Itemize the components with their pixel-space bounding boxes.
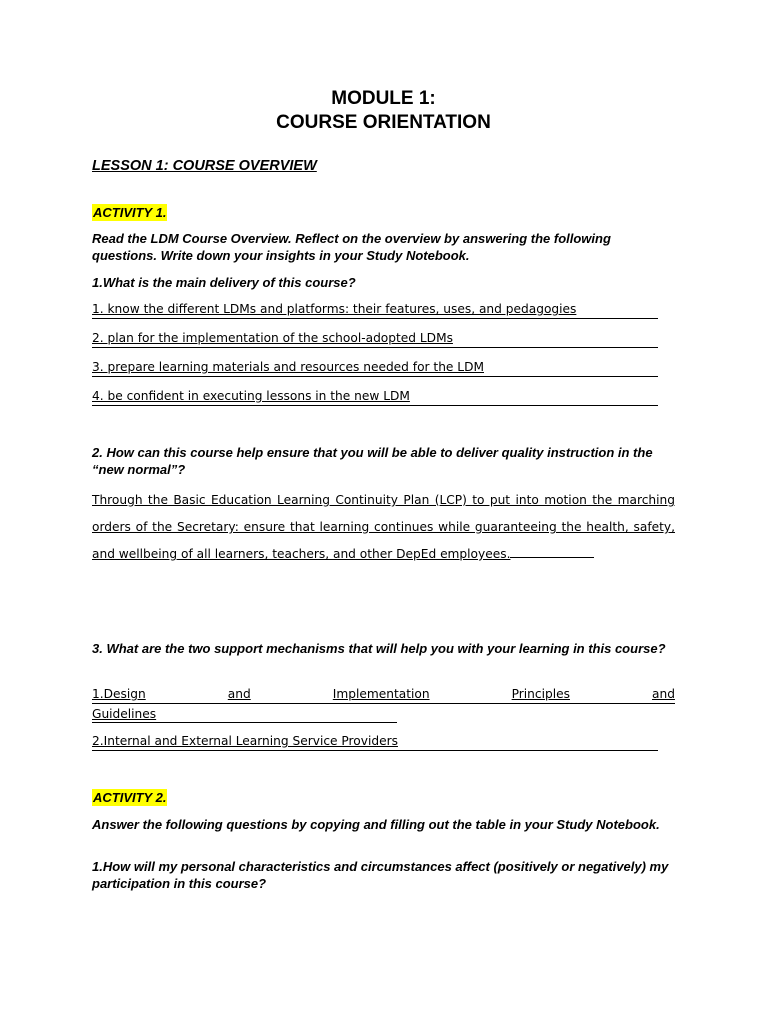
question-1: 1.What is the main delivery of this course? [92, 275, 356, 290]
answer-text-1: 1. know the different LDMs and platforms: their features, uses, and pedagogies [92, 302, 577, 316]
answer-block-3 [92, 686, 675, 723]
answer-line-3b [92, 733, 658, 751]
activity1-instructions: Read the LDM Course Overview. Reflect on the overview by answering the following questions. Write down your insights in your Study Notebook. [92, 231, 611, 263]
activity1-label: ACTIVITY 1. [93, 205, 167, 220]
answer-text-4: 4. be confident in executing lessons in the new LDM [92, 389, 410, 403]
answer-line-3a [92, 686, 675, 704]
activity2-question-1: 1.How will my personal characteristics and circumstances affect (positively or negatively) my participation in this course? [92, 859, 669, 891]
word: and [652, 687, 675, 701]
activity2-label: ACTIVITY 2. [93, 790, 167, 805]
word: and [227, 687, 251, 701]
answer-text-2: 2. plan for the implementation of the school-adopted LDMs [92, 331, 453, 345]
answer-line-1 [92, 301, 658, 319]
word: Principles [511, 687, 570, 701]
question-3: 3. What are the two support mechanisms that will help you with your learning in this course? [92, 641, 666, 656]
word: Guidelines [92, 707, 157, 721]
answer-line-3a-cont [92, 704, 397, 723]
activity2-instructions: Answer the following questions by copying and filling out the table in your Study Notebook. [92, 817, 660, 832]
answer-line-2 [92, 330, 658, 348]
blank-line [510, 545, 594, 558]
answer-line-3 [92, 359, 658, 377]
question-2: 2. How can this course help ensure that you will be able to deliver quality instruction in the “new normal”? [92, 445, 653, 477]
module-title: MODULE 1: [331, 88, 436, 109]
word: 1.Design [92, 687, 146, 701]
answer-paragraph-2 [92, 487, 675, 568]
answer-text-q2: Through the Basic Education Learning Continuity Plan (LCP) to put into motion the marching orders of the Secretary: ensure that learning continues while guaranteeing the health, safety, and wellbeing of all learners, teachers, and other DepEd employees. [92, 493, 675, 561]
answer-text-3b: 2.Internal and External Learning Service Providers [92, 734, 398, 748]
module-subtitle: COURSE ORIENTATION [276, 112, 491, 133]
answer-line-4 [92, 388, 658, 406]
answer-text-3: 3. prepare learning materials and resources needed for the LDM [92, 360, 484, 374]
lesson-heading: LESSON 1: COURSE OVERVIEW [92, 158, 317, 174]
word: Implementation [332, 687, 430, 701]
